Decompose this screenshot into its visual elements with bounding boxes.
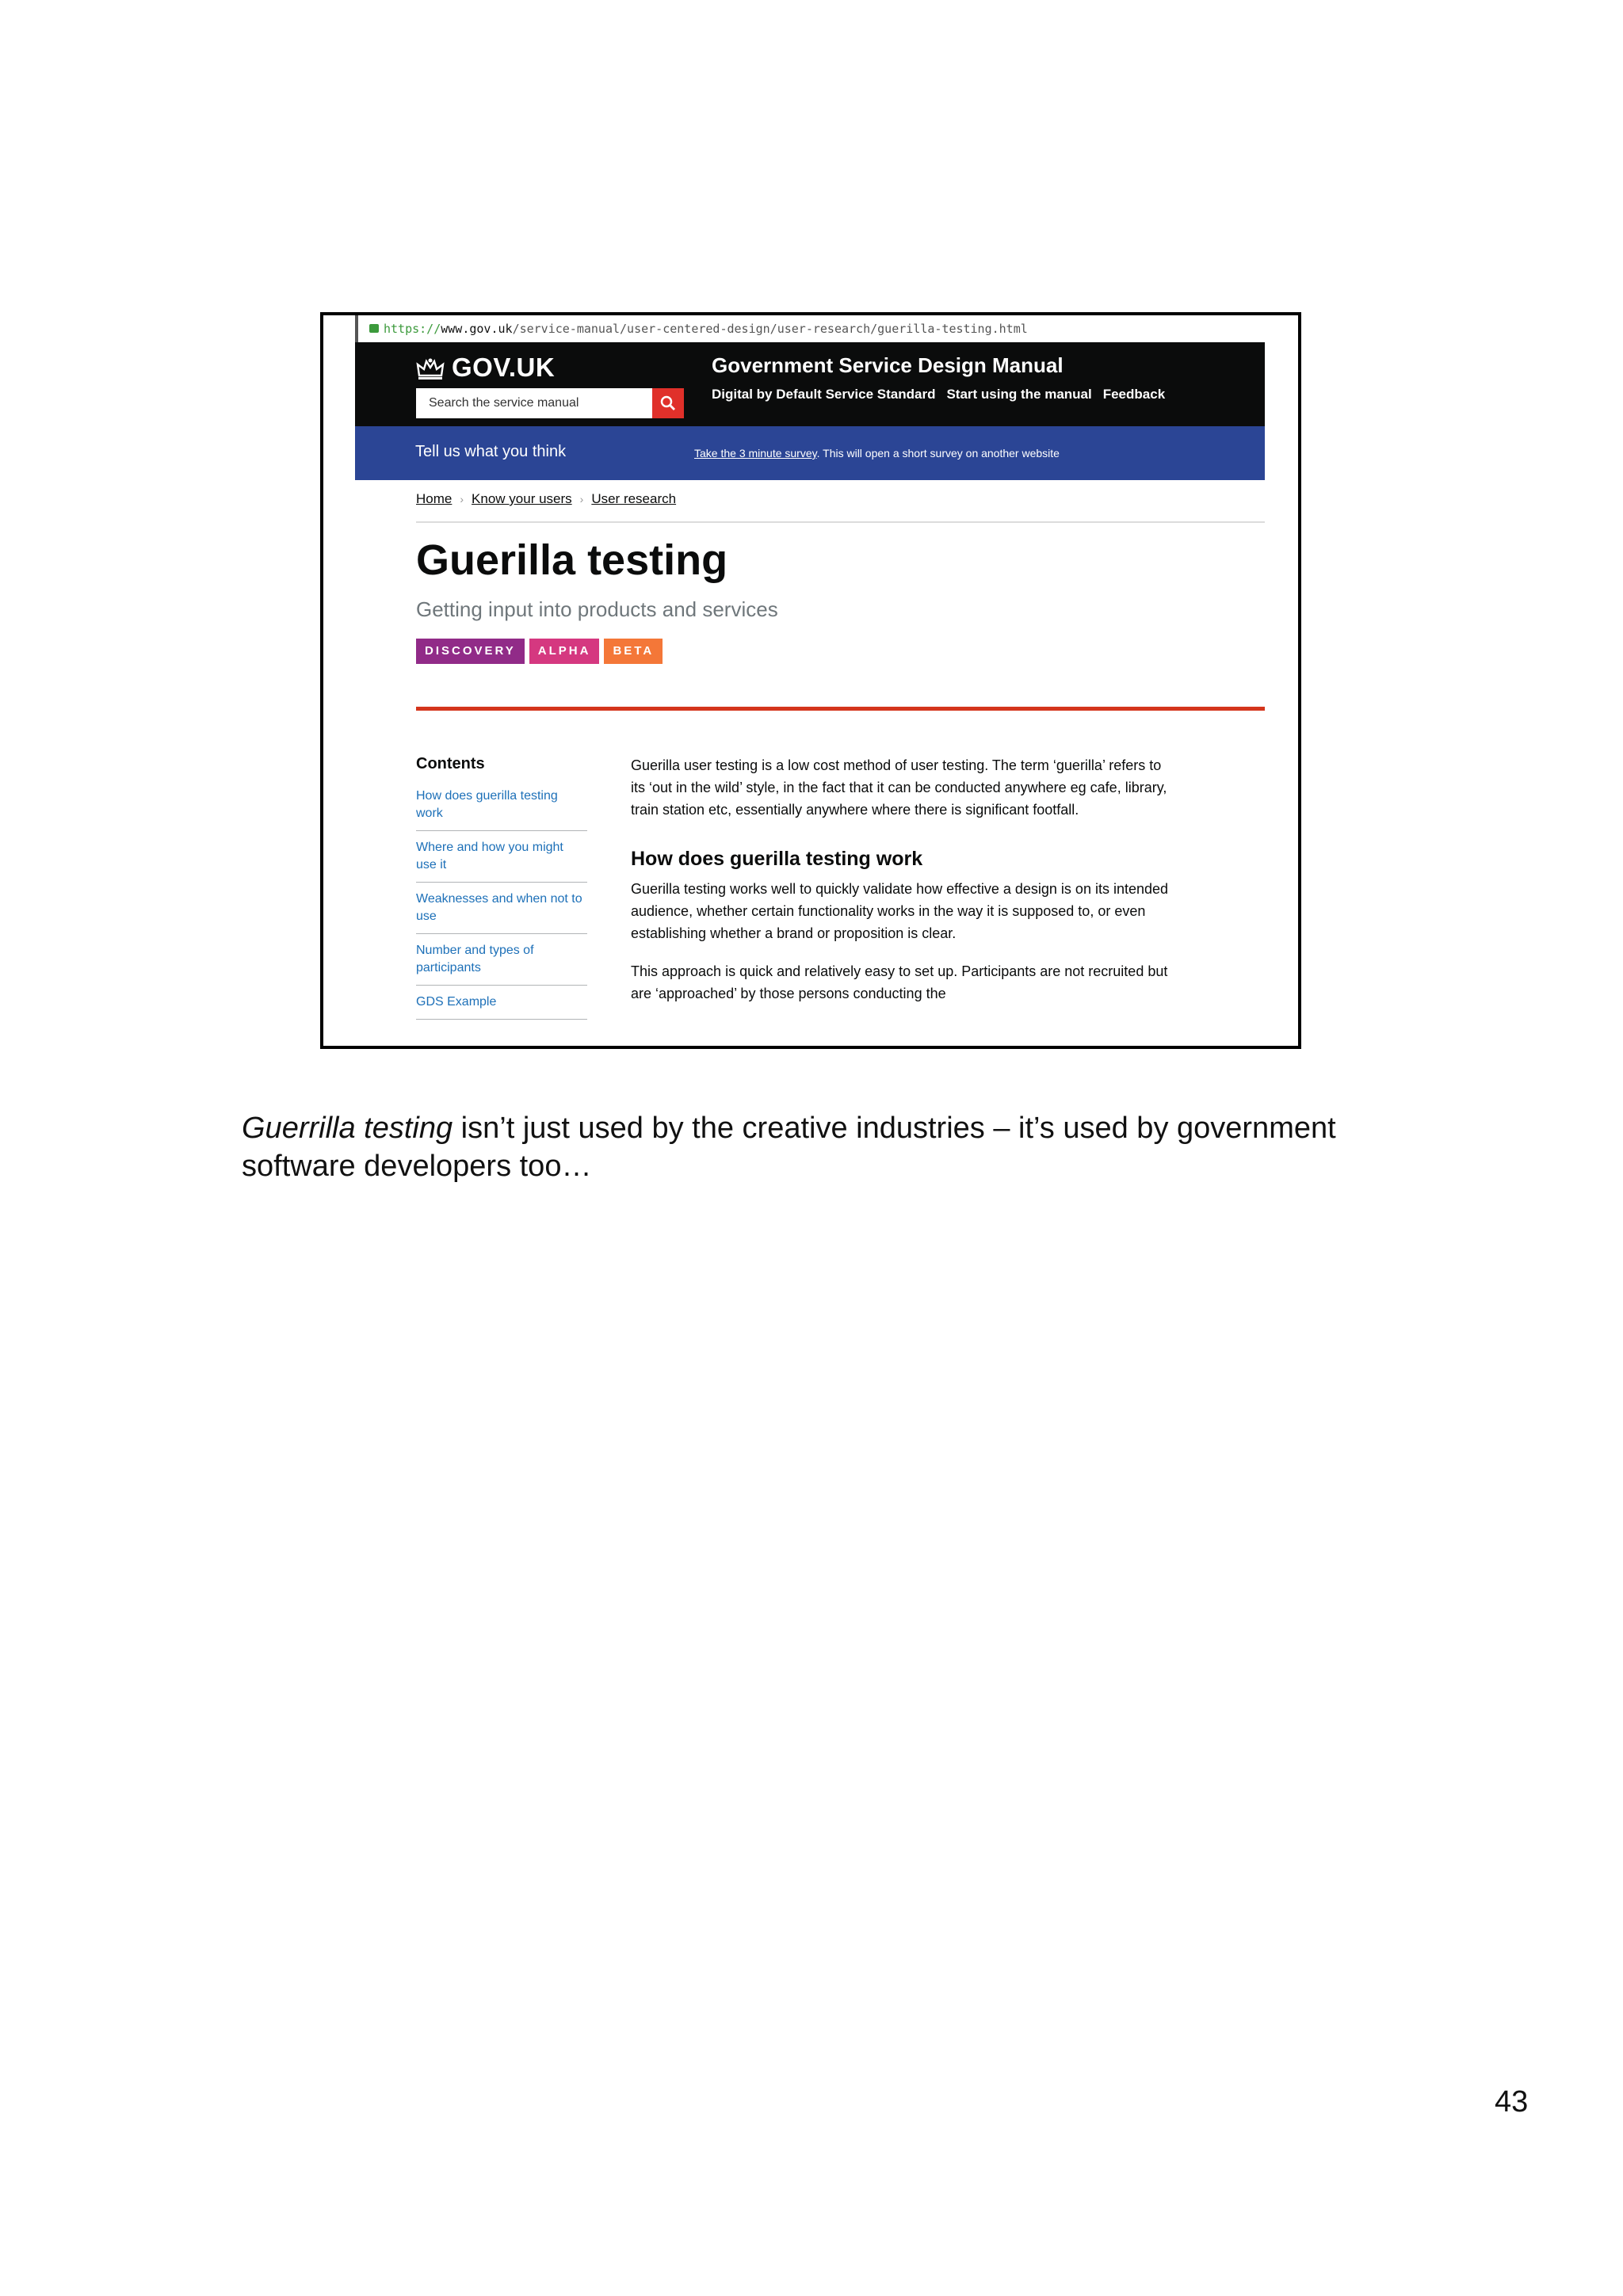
survey-link[interactable]: Take the 3 minute survey <box>694 447 817 460</box>
article-body <box>631 754 1170 1005</box>
manual-title[interactable]: Government Service Design Manual <box>712 353 1064 377</box>
search-icon <box>660 395 676 411</box>
url-protocol: https:// <box>384 322 441 336</box>
tag-alpha[interactable]: ALPHA <box>529 639 600 664</box>
section-paragraph: Guerilla testing works well to quickly validate how effective a design is on its intended audience, whether certain functionality works in the way it is supposed to, or even establishing whether a brand or proposition is clear. <box>631 881 1169 941</box>
breadcrumb-user-research[interactable]: User research <box>591 491 677 506</box>
nav-service-standard[interactable]: Digital by Default Service Standard <box>712 387 936 402</box>
nav-feedback[interactable]: Feedback <box>1102 387 1166 402</box>
breadcrumb-know-your-users[interactable]: Know your users <box>472 491 572 506</box>
breadcrumb <box>416 491 676 507</box>
section-heading: How does guerilla testing work <box>631 848 923 870</box>
divider <box>416 521 1265 523</box>
govuk-logo[interactable]: GOV.UK <box>452 353 556 382</box>
lock-icon <box>369 324 379 333</box>
window-edge <box>355 315 358 342</box>
govuk-header <box>355 342 1265 426</box>
phase-tags <box>416 639 667 664</box>
chevron-right-icon: › <box>460 493 464 505</box>
url-bar[interactable] <box>355 315 1265 343</box>
screenshot-frame <box>320 312 1301 1049</box>
slide-caption <box>242 1109 1430 1185</box>
contents-link[interactable]: Number and types of participants <box>416 942 587 986</box>
contents-heading: Contents <box>416 755 485 772</box>
manual-nav <box>712 387 1176 402</box>
contents-link[interactable]: How does guerilla testing work <box>416 788 587 831</box>
breadcrumb-home[interactable]: Home <box>416 491 453 506</box>
section-paragraph-2: This approach is quick and relatively easy to set up. Participants are not recruited but are ‘approached’ by those persons conducting the <box>631 963 1168 1001</box>
search-button[interactable] <box>652 388 684 418</box>
feedback-heading: Tell us what you think <box>415 443 567 460</box>
page-subtitle: Getting input into products and services <box>416 597 778 621</box>
chevron-right-icon: › <box>579 493 584 505</box>
feedback-bar <box>355 426 1265 480</box>
survey-note: . This will open a short survey on another website <box>816 447 1060 460</box>
tag-beta[interactable]: BETA <box>604 639 663 664</box>
nav-start-using[interactable]: Start using the manual <box>946 387 1092 402</box>
search-input[interactable]: Search the service manual <box>416 388 652 418</box>
url-path: /service-manual/user-centered-design/user-research/guerilla-testing.html <box>512 322 1028 336</box>
survey-notice <box>694 447 1060 460</box>
intro-paragraph: Guerilla user testing is a low cost method of user testing. The term ‘guerilla’ refers to its ‘out in the wild’ style, in the fact that it can be conducted anywhere eg cafe, library, train station etc, essentially anywhere where there is significant footfall. <box>631 757 1167 818</box>
page-title: Guerilla testing <box>416 536 728 584</box>
crown-icon <box>416 358 445 380</box>
caption-italic: Guerrilla testing <box>242 1112 453 1145</box>
caption-text: isn’t just used by the creative industries – it’s used by government software developers too… <box>242 1112 1336 1183</box>
page-number: 43 <box>1495 2085 1529 2119</box>
contents-link[interactable]: Where and how you might use it <box>416 839 587 883</box>
contents-list <box>416 788 587 1028</box>
url-host: www.gov.uk <box>441 322 513 336</box>
contents-link[interactable]: GDS Example <box>416 994 587 1020</box>
section-divider <box>416 707 1265 711</box>
contents-link[interactable]: Weaknesses and when not to use <box>416 891 587 934</box>
tag-discovery[interactable]: DISCOVERY <box>416 639 525 664</box>
